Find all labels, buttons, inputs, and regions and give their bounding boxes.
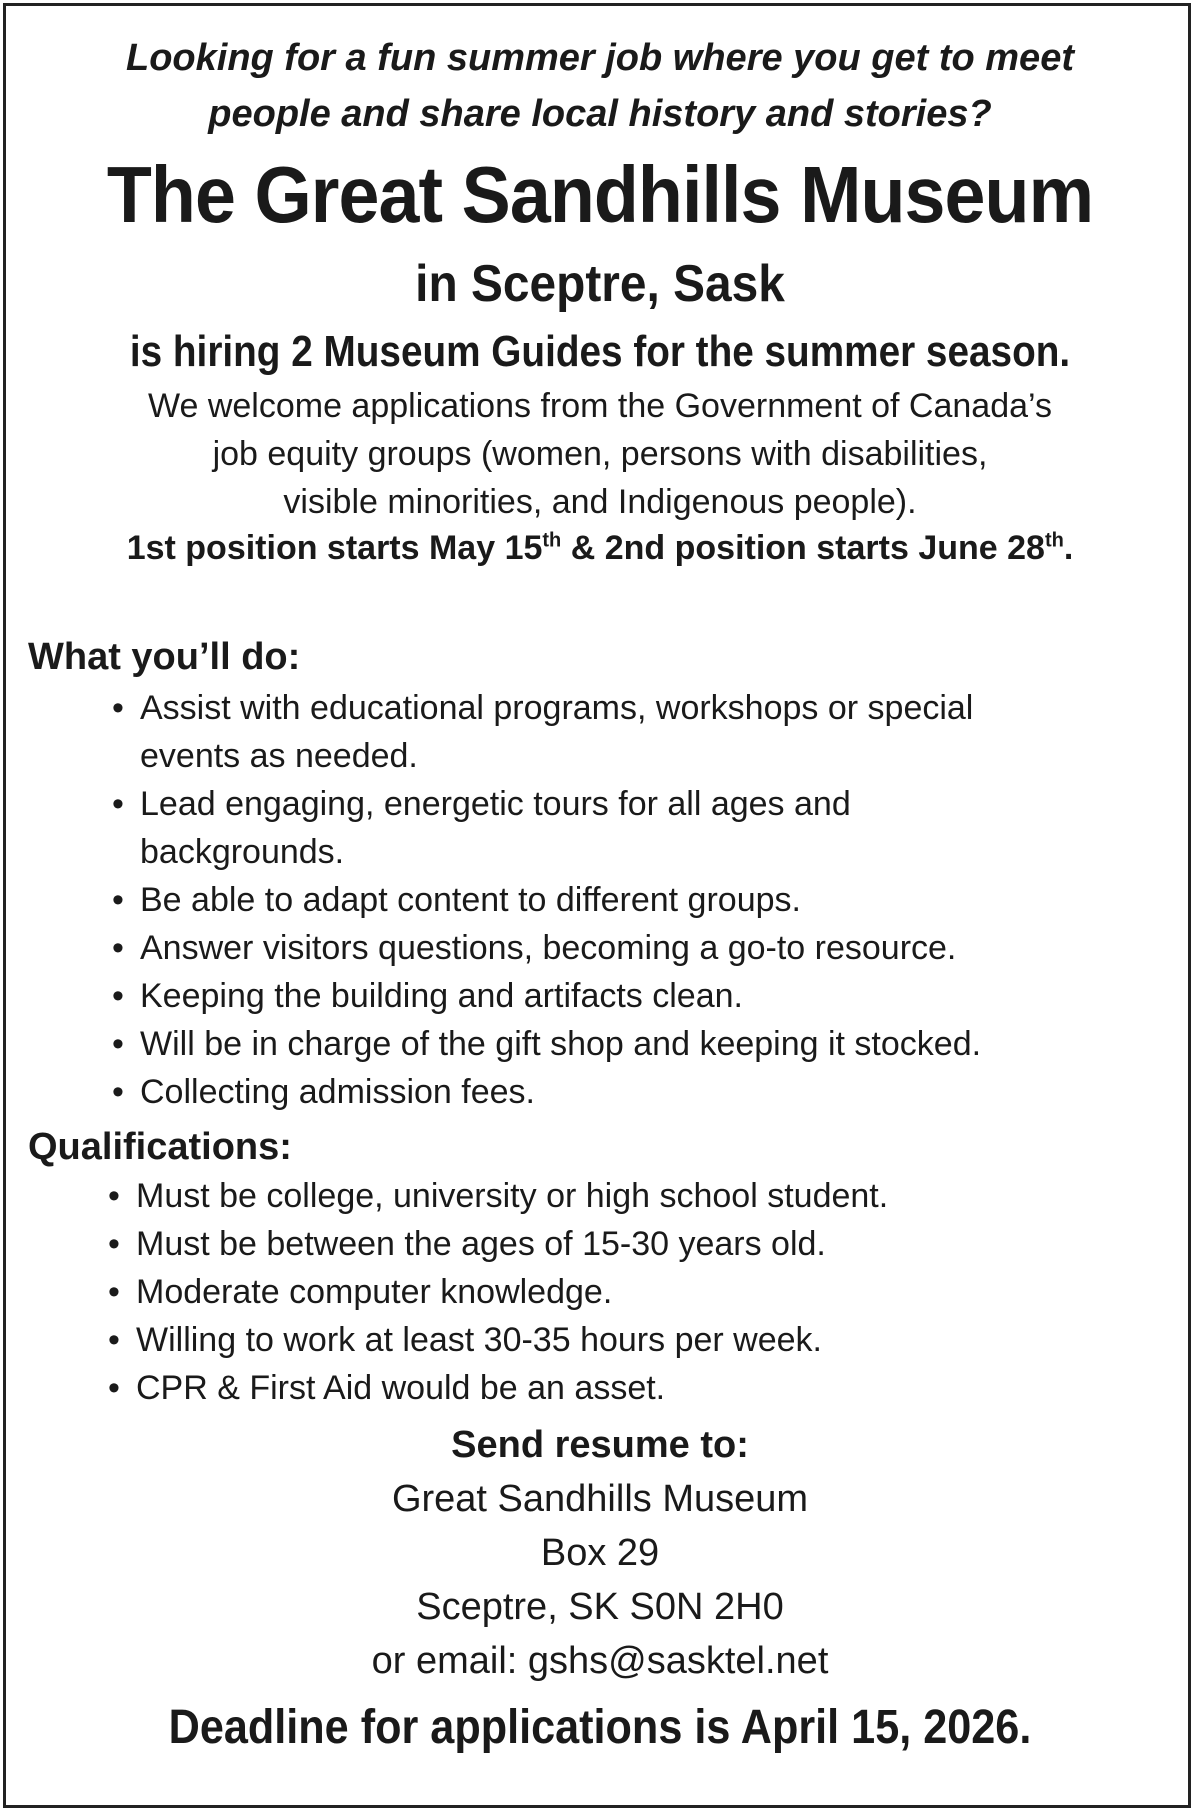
list-item <box>112 684 981 780</box>
position-start-dates <box>0 524 1200 572</box>
list-item <box>108 1364 888 1412</box>
qualifications-list <box>108 1172 888 1412</box>
list-item <box>112 1068 981 1116</box>
duties-list <box>112 684 981 1116</box>
duty-text: Keeping the building and artifacts clean. <box>140 977 743 1015</box>
equity-line-1: We welcome applications from the Government of Canada’s <box>148 387 1052 425</box>
duty-text: Be able to adapt content to different groups. <box>140 881 801 919</box>
equity-line-2: job equity groups (women, persons with disabilities, <box>212 435 988 473</box>
address-city: Sceptre, SK S0N 2H0 <box>416 1586 784 1628</box>
bullet-icon: • <box>112 1025 124 1063</box>
list-item <box>112 876 981 924</box>
position-2-text: & 2nd position starts June 28 <box>561 529 1045 567</box>
qualification-text: Willing to work at least 30-35 hours per week. <box>136 1321 822 1359</box>
list-item <box>112 1020 981 1068</box>
list-item <box>108 1316 888 1364</box>
duty-text-continued: events as needed. <box>140 737 418 775</box>
qualification-text: Must be between the ages of 15-30 years old. <box>136 1225 826 1263</box>
application-deadline: Deadline for applications is April 15, 2026. <box>168 1701 1032 1754</box>
mailing-address <box>0 1472 1200 1688</box>
bullet-icon: • <box>108 1321 120 1359</box>
bullet-icon: • <box>108 1177 120 1215</box>
list-item <box>108 1268 888 1316</box>
equity-statement <box>0 382 1200 526</box>
list-item <box>112 924 981 972</box>
qualification-text: CPR & First Aid would be an asset. <box>136 1369 666 1407</box>
intro-line-1: Looking for a fun summer job where you get to meet <box>126 37 1074 79</box>
duties-heading: What you’ll do: <box>28 636 301 678</box>
position-2-suffix: th <box>1044 529 1064 552</box>
send-resume-heading: Send resume to: <box>451 1424 749 1466</box>
museum-location: in Sceptre, Sask <box>415 255 785 313</box>
bullet-icon: • <box>112 785 124 823</box>
list-item <box>112 972 981 1020</box>
bullet-icon: • <box>112 929 124 967</box>
address-name: Great Sandhills Museum <box>391 1478 809 1520</box>
museum-title: The Great Sandhills Museum <box>106 150 1094 239</box>
position-1-suffix: th <box>542 529 562 552</box>
duty-text: Lead engaging, energetic tours for all ages and <box>140 785 851 823</box>
contact-email: or email: gshs@sasktel.net <box>371 1640 829 1682</box>
intro-question <box>0 30 1200 142</box>
duty-text-continued: backgrounds. <box>140 833 345 871</box>
duty-text: Collecting admission fees. <box>140 1073 535 1111</box>
positions-period: . <box>1063 529 1074 567</box>
bullet-icon: • <box>108 1273 120 1311</box>
bullet-icon: • <box>112 1073 124 1111</box>
list-item <box>108 1220 888 1268</box>
position-1-text: 1st position starts May 15 <box>126 529 543 567</box>
hiring-announcement: is hiring 2 Museum Guides for the summer season. <box>129 327 1071 376</box>
equity-line-3: visible minorities, and Indigenous people). <box>283 483 917 521</box>
qualification-text: Moderate computer knowledge. <box>136 1273 613 1311</box>
bullet-icon: • <box>108 1369 120 1407</box>
duty-text: Answer visitors questions, becoming a go-to resource. <box>140 929 957 967</box>
bullet-icon: • <box>112 881 124 919</box>
list-item <box>108 1172 888 1220</box>
duty-text: Will be in charge of the gift shop and keeping it stocked. <box>140 1025 982 1063</box>
list-item <box>112 780 981 876</box>
duty-text: Assist with educational programs, workshops or special <box>140 689 974 727</box>
intro-line-2: people and share local history and stories? <box>208 93 992 135</box>
bullet-icon: • <box>112 689 124 727</box>
bullet-icon: • <box>112 977 124 1015</box>
bullet-icon: • <box>108 1225 120 1263</box>
qualification-text: Must be college, university or high school student. <box>136 1177 889 1215</box>
address-box: Box 29 <box>540 1532 660 1574</box>
qualifications-heading: Qualifications: <box>28 1126 292 1168</box>
